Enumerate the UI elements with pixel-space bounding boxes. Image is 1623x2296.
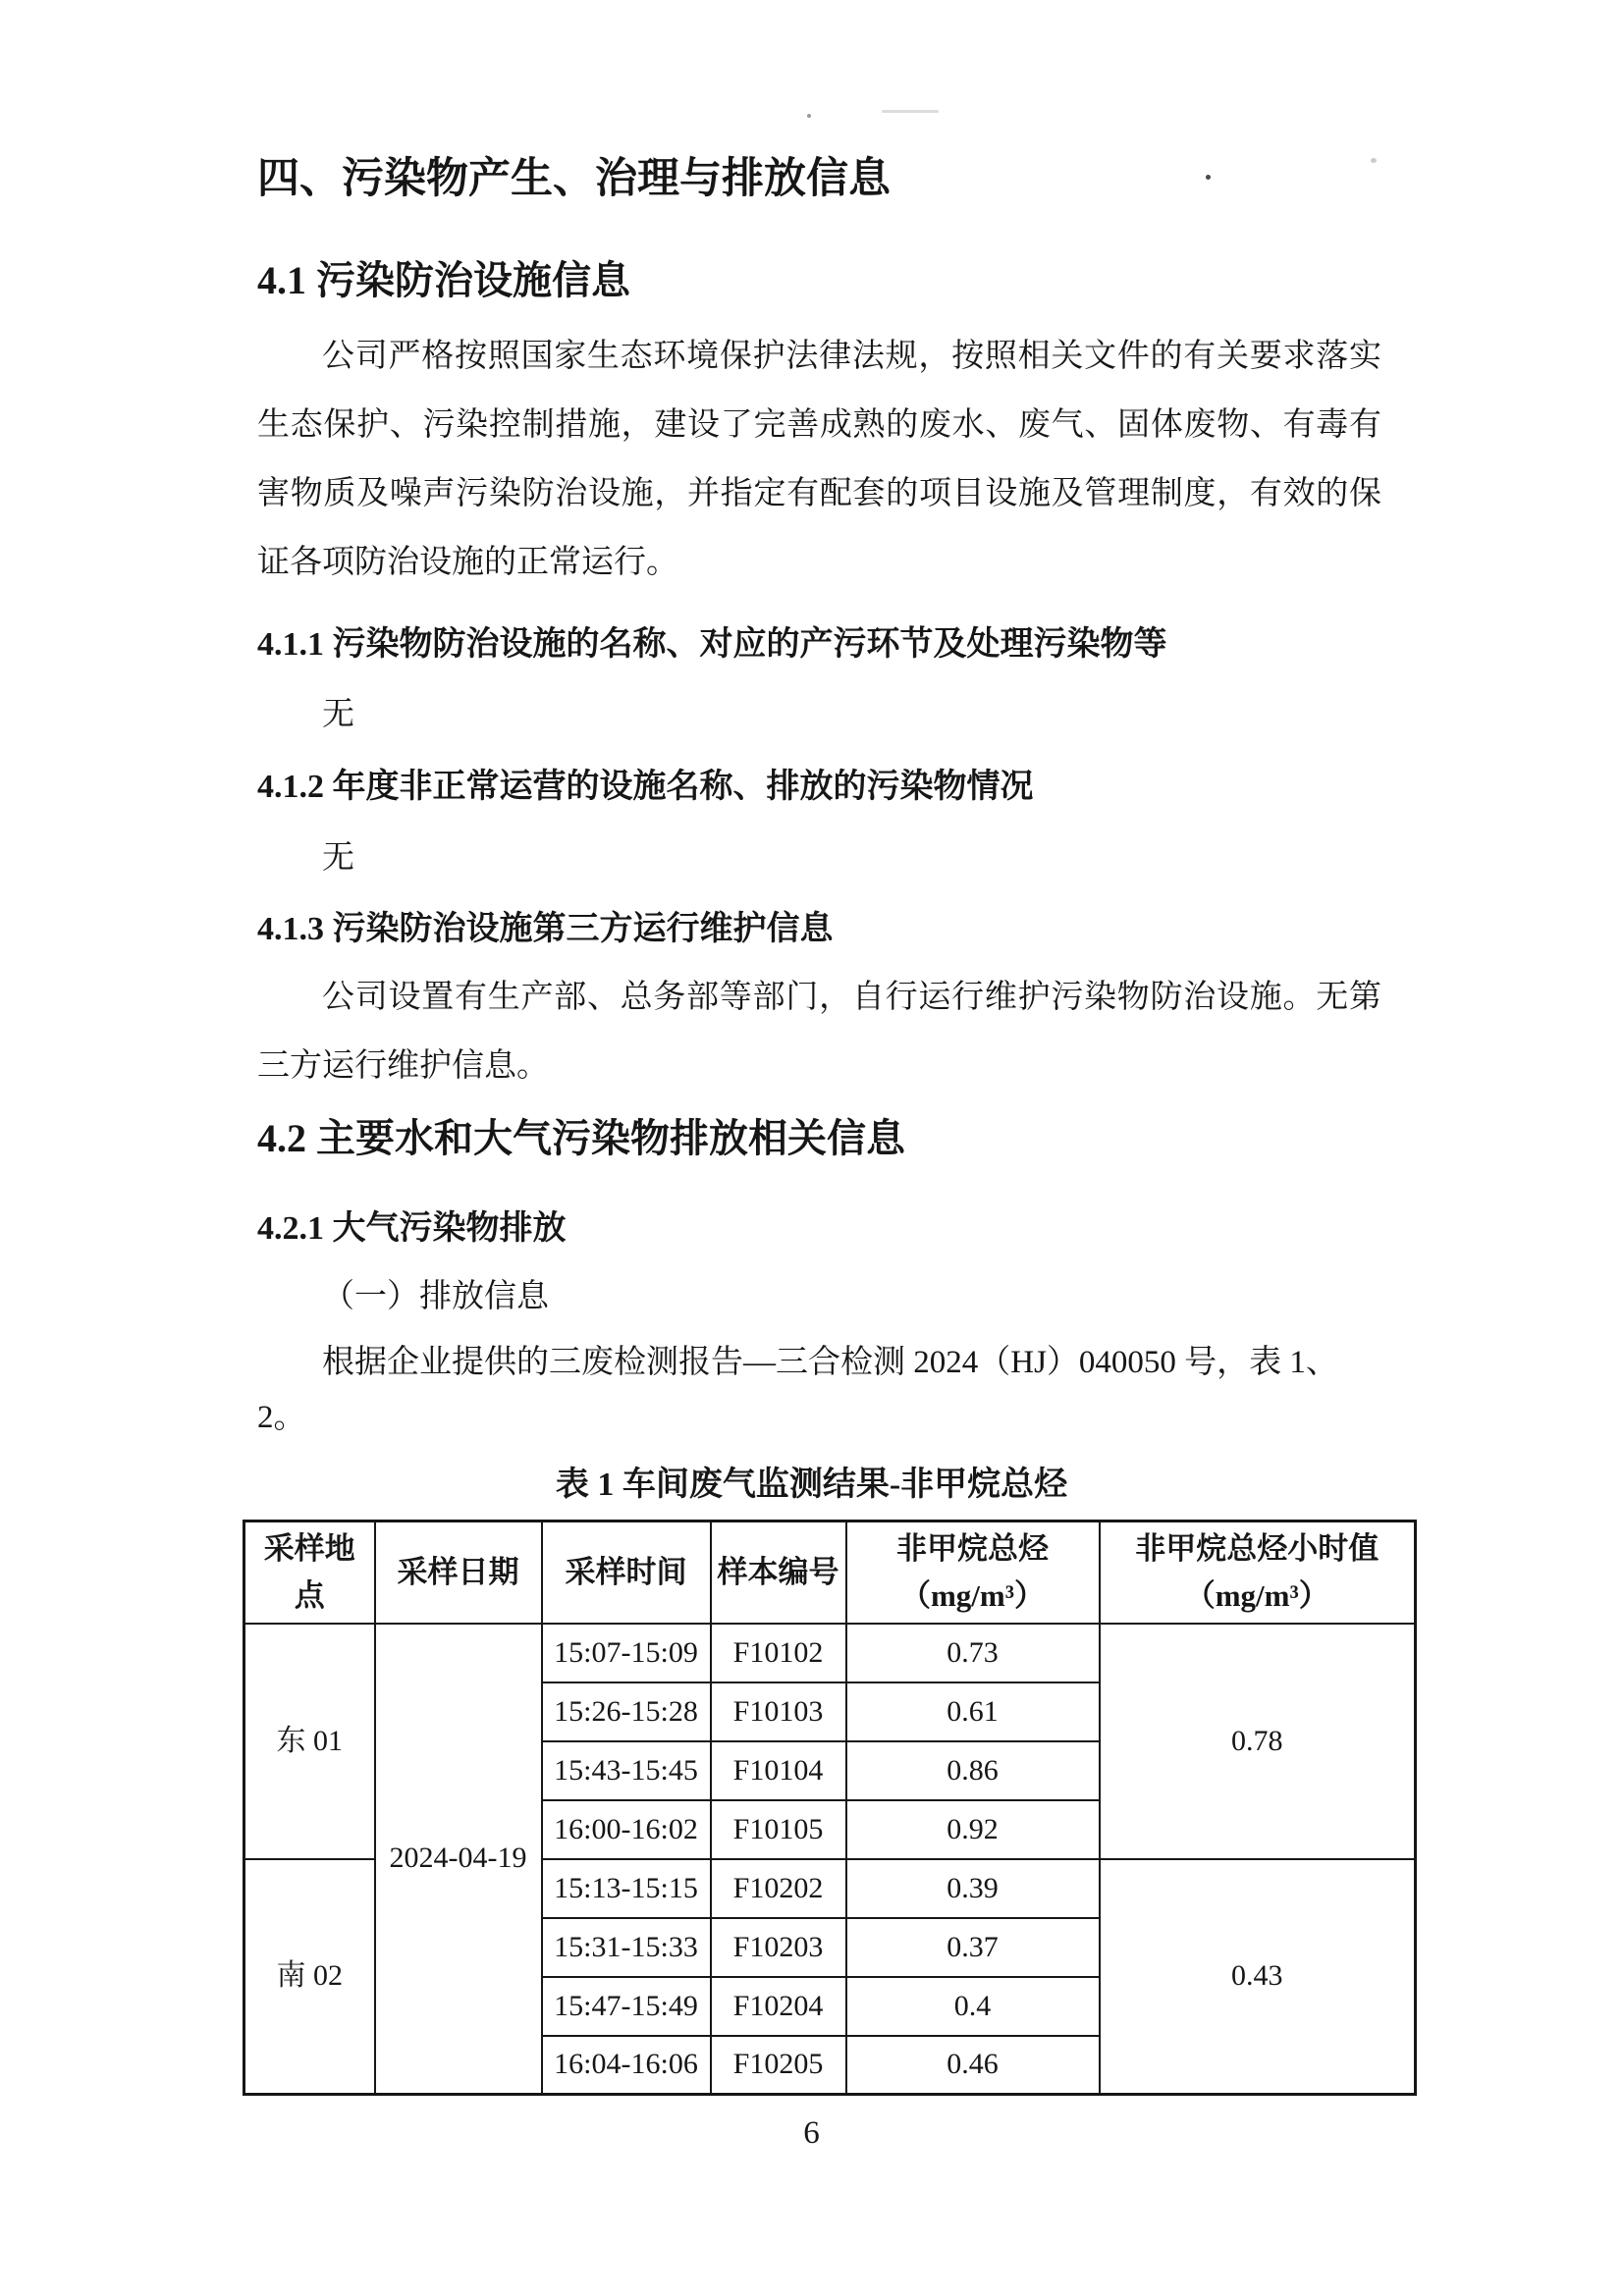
main-title: 四、污染物产生、治理与排放信息 — [257, 156, 891, 202]
header-sample-number — [711, 1522, 846, 1624]
section-4-1-1-heading: 4.1.1 污染物防治设施的名称、对应的产污环节及处理污染物等 — [257, 626, 1167, 663]
sample-cell: F10203 — [711, 1918, 846, 1977]
date-cell: 2024-04-19 — [375, 1624, 542, 2095]
sample-cell: F10202 — [711, 1859, 846, 1918]
value-cell: 0.46 — [846, 2036, 1100, 2095]
scan-speck — [807, 114, 811, 118]
sample-cell: F10205 — [711, 2036, 846, 2095]
table1-monitoring-results — [243, 1520, 1417, 2096]
time-cell: 15:07-15:09 — [542, 1624, 711, 1682]
time-cell: 15:43-15:45 — [542, 1741, 711, 1800]
table1-caption: 表 1 车间废气监测结果-非甲烷总烃 — [555, 1467, 1068, 1503]
header-unit: （mg/m³） — [899, 1577, 1046, 1613]
header-label: 采样地点 — [263, 1530, 355, 1613]
table1-header-row — [244, 1522, 1416, 1624]
header-nmhc-concentration — [846, 1522, 1100, 1624]
time-cell: 15:31-15:33 — [542, 1918, 711, 1977]
header-sampling-date — [375, 1522, 542, 1624]
table1-body — [244, 1624, 1416, 2095]
header-sampling-location — [244, 1522, 375, 1624]
section-4-1-paragraph: 公司严格按照国家生态环境保护法律法规，按照相关文件的有关要求落实生态保护、污染控制措施，建设了完善成熟的废水、废气、固体废物、有毒有害物质及噪声污染防治设施，并指定有配套的项目设施及管理制度，有效的保证各项防治设施的正常运行。 — [257, 339, 1381, 580]
section-4-1-heading: 4.1 污染防治设施信息 — [257, 258, 630, 302]
scan-speck — [882, 110, 939, 113]
hourly-value-cell: 0.43 — [1100, 1859, 1416, 2095]
sample-cell: F10105 — [711, 1800, 846, 1859]
section-4-2-heading: 4.2 主要水和大气污染物排放相关信息 — [257, 1116, 905, 1160]
value-cell: 0.92 — [846, 1800, 1100, 1859]
header-label: 采样时间 — [565, 1554, 687, 1589]
sample-cell: F10104 — [711, 1741, 846, 1800]
time-cell: 15:13-15:15 — [542, 1859, 711, 1918]
page-number: 6 — [803, 2115, 820, 2151]
location-cell: 东 01 — [244, 1624, 375, 1859]
time-cell: 15:26-15:28 — [542, 1682, 711, 1741]
report-reference-line: 根据企业提供的三废检测报告—三合检测 2024（HJ）040050 号，表 1、2。 — [257, 1345, 1338, 1435]
value-cell: 0.61 — [846, 1682, 1100, 1741]
value-cell: 0.4 — [846, 1977, 1100, 2036]
header-label: 非甲烷总烃小时值 — [1135, 1530, 1380, 1566]
header-label: 样本编号 — [717, 1554, 839, 1589]
header-sampling-time — [542, 1522, 711, 1624]
time-cell: 16:04-16:06 — [542, 2036, 711, 2095]
value-cell: 0.39 — [846, 1859, 1100, 1918]
section-4-1-2-heading: 4.1.2 年度非正常运营的设施名称、排放的污染物情况 — [257, 769, 1034, 805]
scan-speck — [1206, 175, 1211, 180]
section-4-1-3-heading: 4.1.3 污染防治设施第三方运行维护信息 — [257, 911, 834, 947]
section-4-2-1-heading: 4.2.1 大气污染物排放 — [257, 1210, 567, 1247]
header-label: 采样日期 — [397, 1554, 519, 1589]
header-nmhc-hourly-value — [1100, 1522, 1416, 1624]
value-cell: 0.73 — [846, 1624, 1100, 1682]
section-4-1-3-paragraph: 公司设置有生产部、总务部等部门，自行运行维护污染物防治设施。无第三方运行维护信息。 — [257, 980, 1381, 1084]
table1-row — [244, 1624, 1416, 1682]
header-unit: （mg/m³） — [1184, 1577, 1329, 1613]
sample-cell: F10102 — [711, 1624, 846, 1682]
time-cell: 15:47-15:49 — [542, 1977, 711, 2036]
section-4-1-2-answer: 无 — [322, 840, 354, 876]
value-cell: 0.37 — [846, 1918, 1100, 1977]
value-cell: 0.86 — [846, 1741, 1100, 1800]
scan-speck — [1371, 158, 1377, 163]
location-cell: 南 02 — [244, 1859, 375, 2095]
header-label: 非甲烷总烃 — [896, 1530, 1049, 1566]
emission-info-subheading: （一）排放信息 — [322, 1279, 549, 1314]
sample-cell: F10103 — [711, 1682, 846, 1741]
hourly-value-cell: 0.78 — [1100, 1624, 1416, 1859]
section-4-1-1-answer: 无 — [322, 697, 354, 732]
sample-cell: F10204 — [711, 1977, 846, 2036]
time-cell: 16:00-16:02 — [542, 1800, 711, 1859]
